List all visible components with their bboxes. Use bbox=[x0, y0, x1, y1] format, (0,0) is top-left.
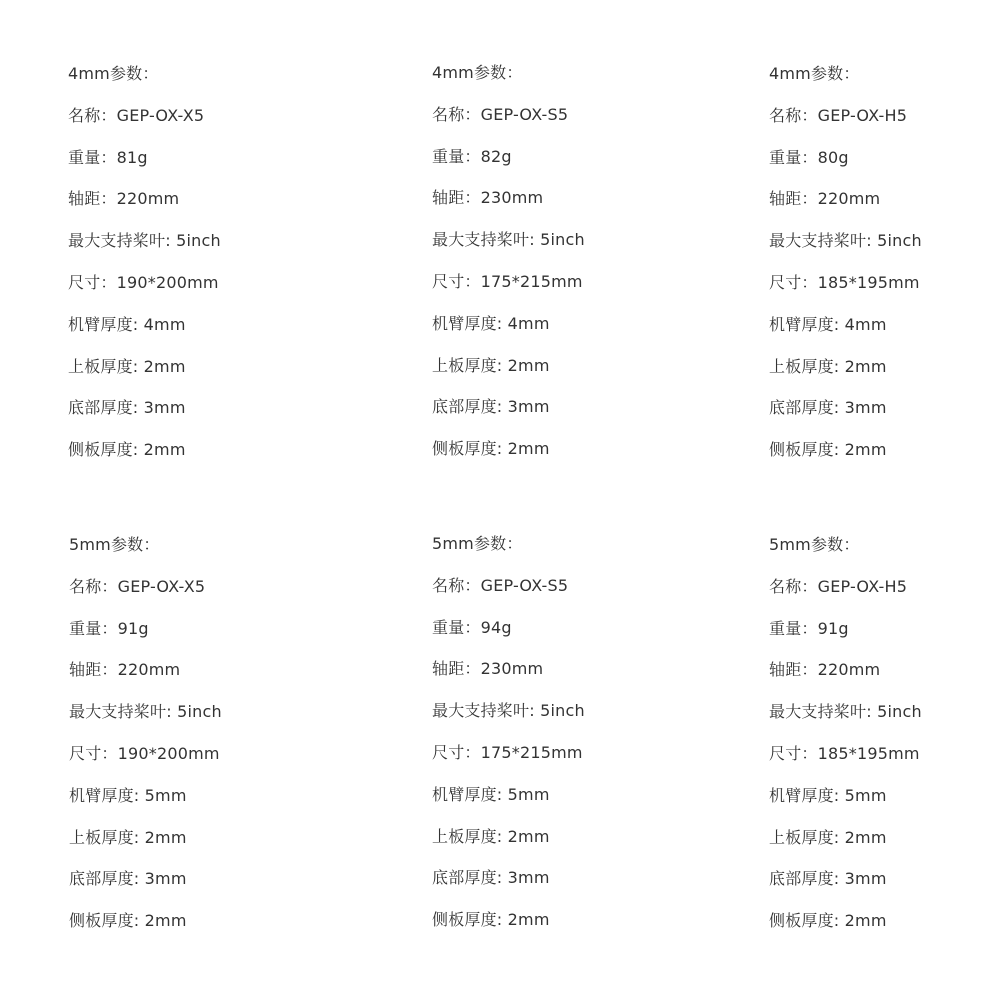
spec-arm-thickness: 机臂厚度: 4mm bbox=[769, 314, 887, 334]
spec-name: 名称：GEP-OX-S5 bbox=[432, 104, 569, 124]
spec-title: 5mm参数： bbox=[432, 534, 523, 553]
spec-bottom-thickness: 底部厚度: 3mm bbox=[68, 398, 186, 418]
spec-weight: 重量：91g bbox=[69, 618, 149, 638]
spec-arm-thickness: 机臂厚度: 5mm bbox=[769, 785, 887, 805]
spec-max-prop: 最大支持桨叶: 5inch bbox=[769, 231, 922, 251]
spec-wheelbase: 轴距：220mm bbox=[68, 189, 180, 209]
spec-name: 名称：GEP-OX-X5 bbox=[68, 105, 205, 125]
spec-weight: 重量：81g bbox=[68, 147, 148, 167]
spec-arm-thickness: 机臂厚度: 4mm bbox=[68, 314, 186, 334]
spec-top-plate-thickness: 上板厚度: 2mm bbox=[69, 827, 187, 847]
spec-arm-thickness: 机臂厚度: 5mm bbox=[69, 785, 187, 805]
spec-block-4mm-x5 bbox=[68, 64, 221, 482]
spec-bottom-thickness: 底部厚度: 3mm bbox=[432, 868, 550, 888]
spec-block-5mm-x5 bbox=[69, 535, 222, 953]
spec-block-4mm-s5 bbox=[432, 63, 585, 481]
spec-side-plate-thickness: 侧板厚度: 2mm bbox=[432, 439, 550, 459]
spec-top-plate-thickness: 上板厚度: 2mm bbox=[432, 826, 550, 846]
spec-top-plate-thickness: 上板厚度: 2mm bbox=[68, 356, 186, 376]
spec-size: 尺寸：190*200mm bbox=[69, 743, 220, 763]
spec-name: 名称：GEP-OX-S5 bbox=[432, 575, 569, 595]
spec-bottom-thickness: 底部厚度: 3mm bbox=[432, 397, 550, 417]
spec-title: 5mm参数： bbox=[769, 535, 860, 554]
spec-side-plate-thickness: 侧板厚度: 2mm bbox=[68, 440, 186, 460]
spec-block-5mm-s5 bbox=[432, 534, 585, 952]
spec-top-plate-thickness: 上板厚度: 2mm bbox=[432, 355, 550, 375]
spec-arm-thickness: 机臂厚度: 5mm bbox=[432, 784, 550, 804]
spec-arm-thickness: 机臂厚度: 4mm bbox=[432, 313, 550, 333]
spec-title: 5mm参数： bbox=[69, 535, 160, 554]
spec-title: 4mm参数： bbox=[68, 64, 159, 83]
spec-bottom-thickness: 底部厚度: 3mm bbox=[769, 869, 887, 889]
spec-side-plate-thickness: 侧板厚度: 2mm bbox=[432, 910, 550, 930]
spec-top-plate-thickness: 上板厚度: 2mm bbox=[769, 827, 887, 847]
spec-max-prop: 最大支持桨叶: 5inch bbox=[769, 702, 922, 722]
spec-side-plate-thickness: 侧板厚度: 2mm bbox=[769, 440, 887, 460]
spec-weight: 重量：82g bbox=[432, 146, 512, 166]
spec-max-prop: 最大支持桨叶: 5inch bbox=[432, 701, 585, 721]
spec-block-5mm-h5 bbox=[769, 535, 922, 953]
spec-max-prop: 最大支持桨叶: 5inch bbox=[69, 702, 222, 722]
spec-weight: 重量：91g bbox=[769, 618, 849, 638]
spec-side-plate-thickness: 侧板厚度: 2mm bbox=[769, 911, 887, 931]
spec-weight: 重量：94g bbox=[432, 617, 512, 637]
spec-max-prop: 最大支持桨叶: 5inch bbox=[68, 231, 221, 251]
spec-size: 尺寸：185*195mm bbox=[769, 743, 920, 763]
spec-size: 尺寸：185*195mm bbox=[769, 272, 920, 292]
spec-name: 名称：GEP-OX-X5 bbox=[69, 576, 206, 596]
spec-size: 尺寸：190*200mm bbox=[68, 272, 219, 292]
spec-wheelbase: 轴距：220mm bbox=[769, 660, 881, 680]
spec-bottom-thickness: 底部厚度: 3mm bbox=[769, 398, 887, 418]
spec-wheelbase: 轴距：230mm bbox=[432, 188, 544, 208]
spec-name: 名称：GEP-OX-H5 bbox=[769, 576, 908, 596]
spec-side-plate-thickness: 侧板厚度: 2mm bbox=[69, 911, 187, 931]
spec-wheelbase: 轴距：220mm bbox=[69, 660, 181, 680]
spec-title: 4mm参数： bbox=[769, 64, 860, 83]
spec-wheelbase: 轴距：220mm bbox=[769, 189, 881, 209]
spec-block-4mm-h5 bbox=[769, 64, 922, 482]
spec-title: 4mm参数： bbox=[432, 63, 523, 82]
spec-max-prop: 最大支持桨叶: 5inch bbox=[432, 230, 585, 250]
spec-size: 尺寸：175*215mm bbox=[432, 271, 583, 291]
spec-top-plate-thickness: 上板厚度: 2mm bbox=[769, 356, 887, 376]
spec-size: 尺寸：175*215mm bbox=[432, 742, 583, 762]
spec-bottom-thickness: 底部厚度: 3mm bbox=[69, 869, 187, 889]
spec-weight: 重量：80g bbox=[769, 147, 849, 167]
spec-wheelbase: 轴距：230mm bbox=[432, 659, 544, 679]
spec-name: 名称：GEP-OX-H5 bbox=[769, 105, 908, 125]
